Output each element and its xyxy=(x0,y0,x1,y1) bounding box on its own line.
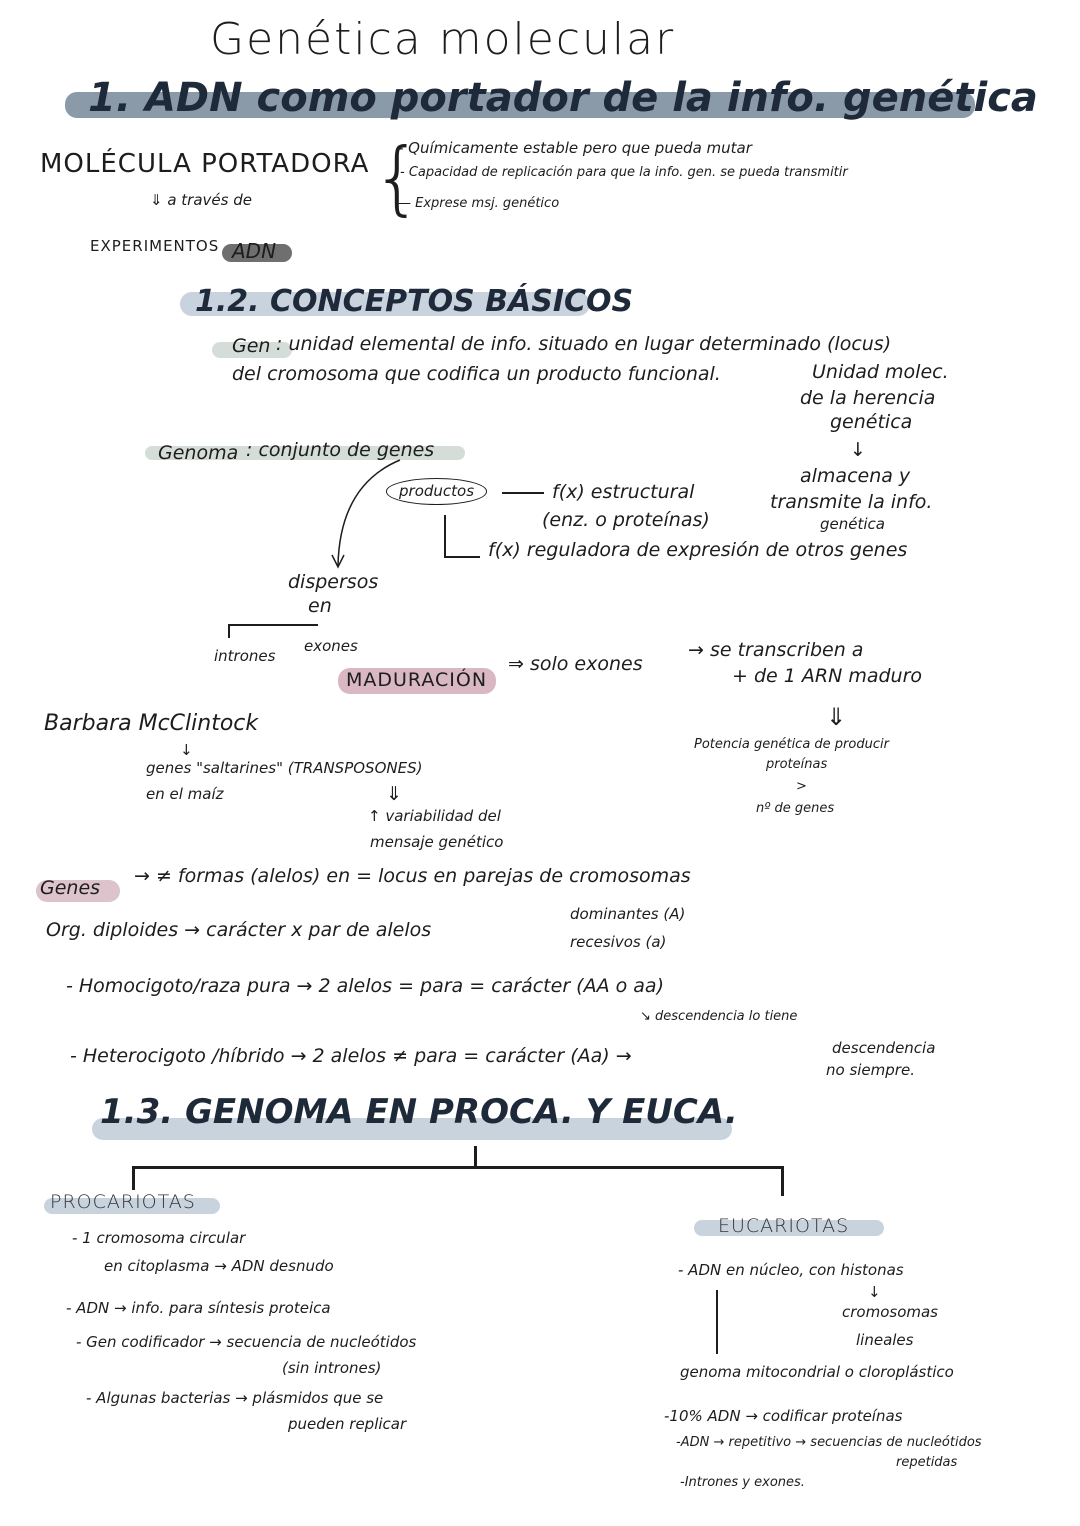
experiments-label: EXPERIMENTOS xyxy=(90,237,220,255)
requirement-3: — Exprese msj. genético xyxy=(398,196,560,211)
euca-item: genoma mitocondrial o cloroplástico xyxy=(680,1363,954,1381)
almacena-1: almacena y xyxy=(800,465,911,487)
requirement-1: - Químicamente estable pero que pueda mutar xyxy=(398,139,752,157)
almacena-arrow: ↓ xyxy=(850,439,866,461)
almacena-2: transmite la info. xyxy=(770,491,933,513)
hetero-note-2: no siempre. xyxy=(826,1061,915,1079)
proca-item: (sin intrones) xyxy=(282,1359,382,1377)
hetero-note-1: descendencia xyxy=(832,1039,936,1057)
exones: exones xyxy=(304,637,358,655)
page-title: Genética molecular xyxy=(210,14,676,65)
solo-exones: ⇒ solo exones xyxy=(508,653,643,675)
section-12-heading: 1.2. CONCEPTOS BÁSICOS xyxy=(195,284,634,319)
genes-line: → ≠ formas (alelos) en = locus en parejas de cromosomas xyxy=(134,865,691,887)
transcriben-1: → se transcriben a xyxy=(688,639,864,661)
proca-item: - 1 cromosoma circular xyxy=(72,1229,246,1247)
bracket xyxy=(228,624,318,626)
proca-item: en citoplasma → ADN desnudo xyxy=(104,1257,334,1275)
maduracion: MADURACIÓN xyxy=(346,669,488,691)
dispersos: dispersos xyxy=(288,571,379,593)
euca-item: - ADN en núcleo, con histonas xyxy=(678,1261,904,1279)
euca-item: cromosomas xyxy=(842,1303,938,1321)
euca-connector xyxy=(716,1290,718,1354)
euca-item: -10% ADN → codificar proteínas xyxy=(664,1407,903,1425)
euca-item: -Intrones y exones. xyxy=(680,1475,805,1490)
molecule-label: MOLÉCULA PORTADORA xyxy=(40,149,370,179)
unidad-1: Unidad molec. xyxy=(812,361,949,383)
intrones: intrones xyxy=(214,647,276,665)
genes-label: Genes xyxy=(40,877,101,899)
variabilidad-1: ↑ variabilidad del xyxy=(368,807,501,825)
bracket xyxy=(228,624,230,638)
procariotas-label: PROCARIOTAS xyxy=(50,1191,196,1213)
heterocigoto: - Heterocigoto /híbrido → 2 alelos ≠ para = carácter (Aa) → xyxy=(70,1045,632,1067)
almacena-3: genética xyxy=(820,515,885,533)
connector xyxy=(444,515,446,557)
variabilidad-arrow: ⇓ xyxy=(386,783,402,805)
adn-label: ADN xyxy=(232,239,277,263)
proca-item: pueden replicar xyxy=(288,1415,407,1433)
recesivos: recesivos (a) xyxy=(570,933,667,951)
dispersos-en: en xyxy=(308,595,332,617)
euca-item: ↓ xyxy=(868,1283,881,1301)
section-13-heading: 1.3. GENOMA EN PROCA. Y EUCA. xyxy=(100,1092,738,1132)
variabilidad-2: mensaje genético xyxy=(370,833,504,851)
tree-bar xyxy=(132,1166,784,1169)
unidad-2: de la herencia xyxy=(800,387,936,409)
tree-stem xyxy=(474,1146,477,1168)
saltarines-1: genes "saltarines" (TRANSPOSONES) xyxy=(146,759,423,777)
potencia-3: > xyxy=(796,779,807,794)
transcriben-2: + de 1 ARN maduro xyxy=(732,665,923,687)
homocigoto-note: ↘ descendencia lo tiene xyxy=(640,1009,798,1024)
tree-right xyxy=(781,1166,784,1196)
proca-item: - Gen codificador → secuencia de nucleótidos xyxy=(76,1333,417,1351)
genoma-definition: : conjunto de genes xyxy=(246,439,435,461)
unidad-3: genética xyxy=(830,411,913,433)
euca-item: -ADN → repetitivo → secuencias de nucleótidos xyxy=(676,1435,982,1450)
fx-reguladora: f(x) reguladora de expresión de otros genes xyxy=(488,539,908,561)
double-arrow: ⇓ xyxy=(826,703,847,731)
gen-definition-2: del cromosoma que codifica un producto funcional. xyxy=(232,363,721,385)
euca-item: repetidas xyxy=(896,1455,958,1470)
curve-arrow xyxy=(320,455,420,570)
tree-left xyxy=(132,1166,135,1190)
connector xyxy=(502,492,544,494)
dominantes: dominantes (A) xyxy=(570,905,686,923)
enz-proteinas: (enz. o proteínas) xyxy=(542,509,710,531)
euca-item: lineales xyxy=(856,1331,914,1349)
potencia-4: nº de genes xyxy=(756,801,835,816)
requirement-2: - Capacidad de replicación para que la info. gen. se pueda transmitir xyxy=(400,165,848,180)
homocigoto: - Homocigoto/raza pura → 2 alelos = para = carácter (AA o aa) xyxy=(66,975,664,997)
via-label: ⇓ a través de xyxy=(150,191,252,209)
potencia-1: Potencia genética de producir xyxy=(694,737,889,752)
diploides: Org. diploides → carácter x par de alelos xyxy=(46,919,432,941)
potencia-2: proteínas xyxy=(766,757,828,772)
eucariotas-label: EUCARIOTAS xyxy=(718,1215,850,1237)
brace: { xyxy=(372,131,423,224)
proca-item: - Algunas bacterias → plásmidos que se xyxy=(86,1389,384,1407)
fx-estructural: f(x) estructural xyxy=(552,481,695,503)
genoma-label: Genoma xyxy=(158,442,239,464)
mcclintock: Barbara McClintock xyxy=(44,711,259,736)
gen-label: Gen xyxy=(232,335,271,357)
gen-definition-1: : unidad elemental de info. situado en lugar determinado (locus) xyxy=(276,333,892,355)
saltarines-arrow: ↓ xyxy=(180,741,193,759)
connector xyxy=(444,556,480,558)
section-1-heading: 1. ADN como portador de la info. genética xyxy=(88,75,1038,121)
proca-item: - ADN → info. para síntesis proteica xyxy=(66,1299,331,1317)
productos-node: productos xyxy=(386,478,487,505)
saltarines-2: en el maíz xyxy=(146,785,224,803)
